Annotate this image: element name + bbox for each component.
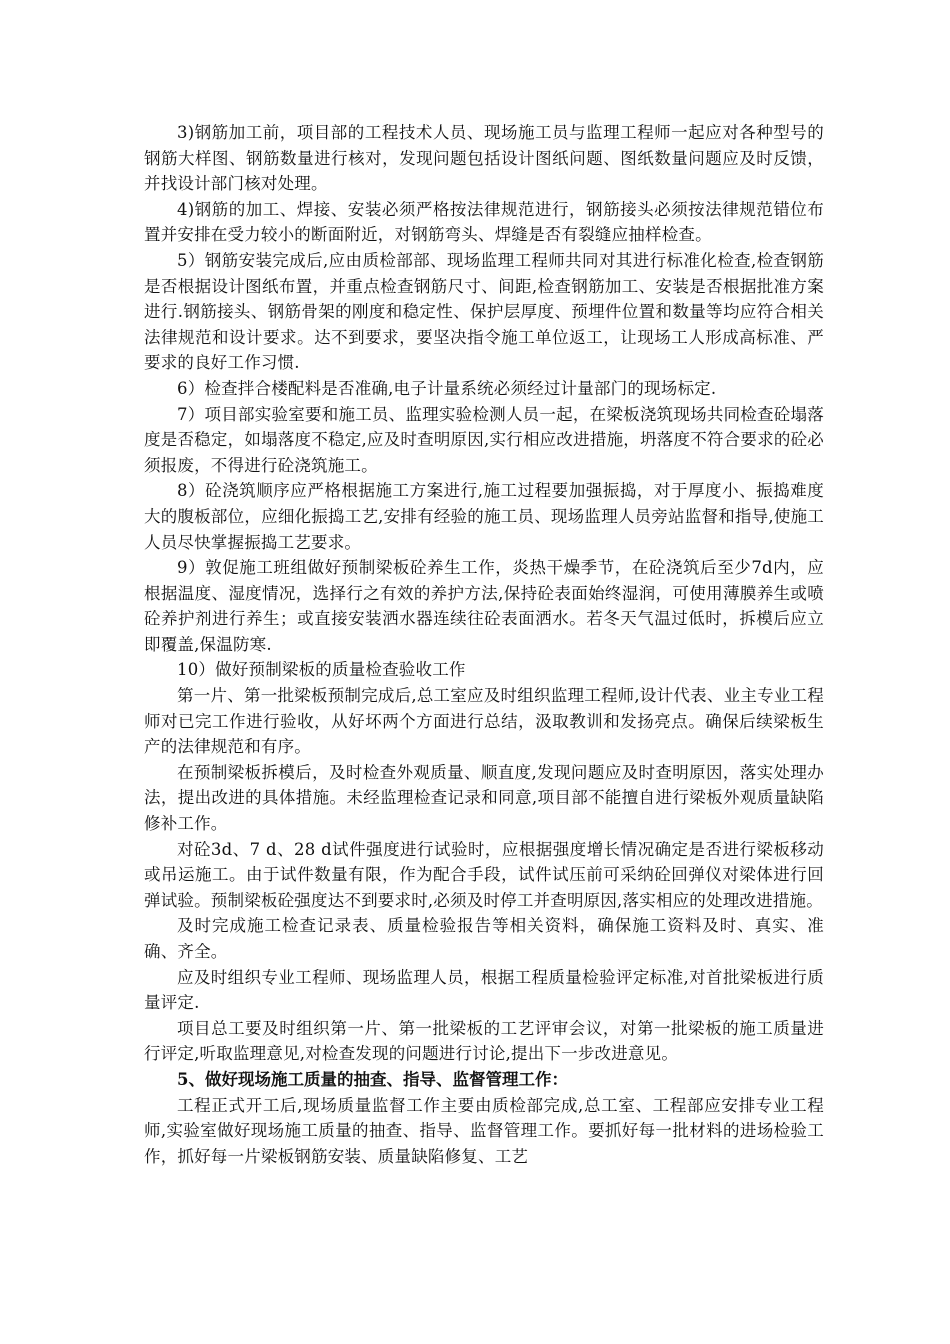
paragraph-quality-evaluation: 应及时组织专业工程师、现场监理人员，根据工程质量检验评定标准,对首批梁板进行质量评定. <box>144 967 824 1013</box>
paragraph-site-supervision: 工程正式开工后,现场质量监督工作主要由质检部完成,总工室、工程部应安排专业工程师,实验室做好现场施工质量的抽查、指导、监督管理工作。要抓好每一批材料的进场检验工作，抓好每一片梁板钢筋安装、质量缺陷修复、工艺 <box>144 1095 824 1166</box>
section-heading: 5、做好现场施工质量的抽查、指导、监督管理工作： <box>177 1069 568 1089</box>
paragraph-quality-acceptance: 10）做好预制梁板的质量检查验收工作 <box>177 660 466 680</box>
paragraph-slump-check: 7）项目部实验室要和施工员、监理实验检测人员一起，在梁板浇筑现场共同检查砼塌落度是否稳定，如塌落度不稳定,应及时查明原因,实行相应改进措施，坍落度不符合要求的砼必须报废，不得进行砼浇筑施工。 <box>144 404 824 475</box>
paragraph-first-batch-acceptance: 第一片、第一批梁板预制完成后,总工室应及时组织监理工程师,设计代表、业主专业工程师对已完工作进行验收，从好坏两个方面进行总结，汲取教训和发扬亮点。确保后续梁板生产的法律规范和有序。 <box>144 686 824 757</box>
paragraph-records: 及时完成施工检查记录表、质量检验报告等相关资料，确保施工资料及时、真实、准确、齐全。 <box>144 916 824 961</box>
paragraph-mixing-plant-check: 6）检查拌合楼配料是否准确,电子计量系统必须经过计量部门的现场标定. <box>177 378 717 398</box>
paragraph-pouring-sequence: 8）砼浇筑顺序应严格根据施工方案进行,施工过程要加强振捣，对于厚度小、振捣难度大的腹板部位，应细化振捣工艺,安排有经验的施工员、现场监理人员旁站监督和指导,使施工人员尽快掌握振捣工艺要求。 <box>144 481 824 552</box>
paragraph-process-review: 项目总工要及时组织第一片、第一批梁板的工艺评审会议，对第一批梁板的施工质量进行评定,听取监理意见,对检查发现的问题进行讨论,提出下一步改进意见。 <box>144 1018 824 1064</box>
paragraph-rebar-installation-inspection: 5）钢筋安装完成后,应由质检部部、现场监理工程师共同对其进行标准化检查,检查钢筋是否根据设计图纸布置，并重点检查钢筋尺寸、间距,检查钢筋加工、安装是否根据批准方案进行.钢筋接头、钢筋骨架的刚度和稳定性、保护层厚度、预埋件位置和数量等均应符合相关法律规范和设计要求。达不到要求，要坚决指令施工单位返工，让现场工人形成高标准、严要求的良好工作习惯. <box>144 250 824 373</box>
paragraph-strength-testing: 对砼3d、7 d、28 d试件强度进行试验时，应根据强度增长情况确定是否进行梁板移动或吊运施工。由于试件数量有限，作为配合手段，试件试压前可采纳砼回弹仪对梁体进行回弹试验。预制梁板砼强度达不到要求时,必须及时停工并查明原因,落实相应的处理改进措施。 <box>144 839 824 910</box>
paragraph-rebar-welding: 4)钢筋的加工、焊接、安装必须严格按法律规范进行，钢筋接头必须按法律规范错位布置并安排在受力较小的断面附近，对钢筋弯头、焊缝是否有裂缝应抽样检查。 <box>144 199 824 245</box>
paragraph-curing: 9）敦促施工班组做好预制梁板砼养生工作，炎热干燥季节，在砼浇筑后至少7d内，应根据温度、湿度情况，选择行之有效的养护方法,保持砼表面始终湿润，可使用薄膜养生或喷砼养护剂进行养生；或直接安装洒水器连续往砼表面洒水。若冬天气温过低时，拆模后应立即覆盖,保温防寒. <box>144 558 824 654</box>
paragraph-demolding-check: 在预制梁板拆模后，及时检查外观质量、顺直度,发现问题应及时查明原因，落实处理办法，提出改进的具体措施。未经监理检查记录和同意,项目部不能擅自进行梁板外观质量缺陷修补工作。 <box>144 762 824 834</box>
document-body <box>144 120 824 1169</box>
paragraph-rebar-processing-check: 3)钢筋加工前，项目部的工程技术人员、现场施工员与监理工程师一起应对各种型号的钢筋大样图、钢筋数量进行核对，发现问题包括设计图纸问题、图纸数量问题应及时反馈，并找设计部门核对处理。 <box>144 123 824 194</box>
